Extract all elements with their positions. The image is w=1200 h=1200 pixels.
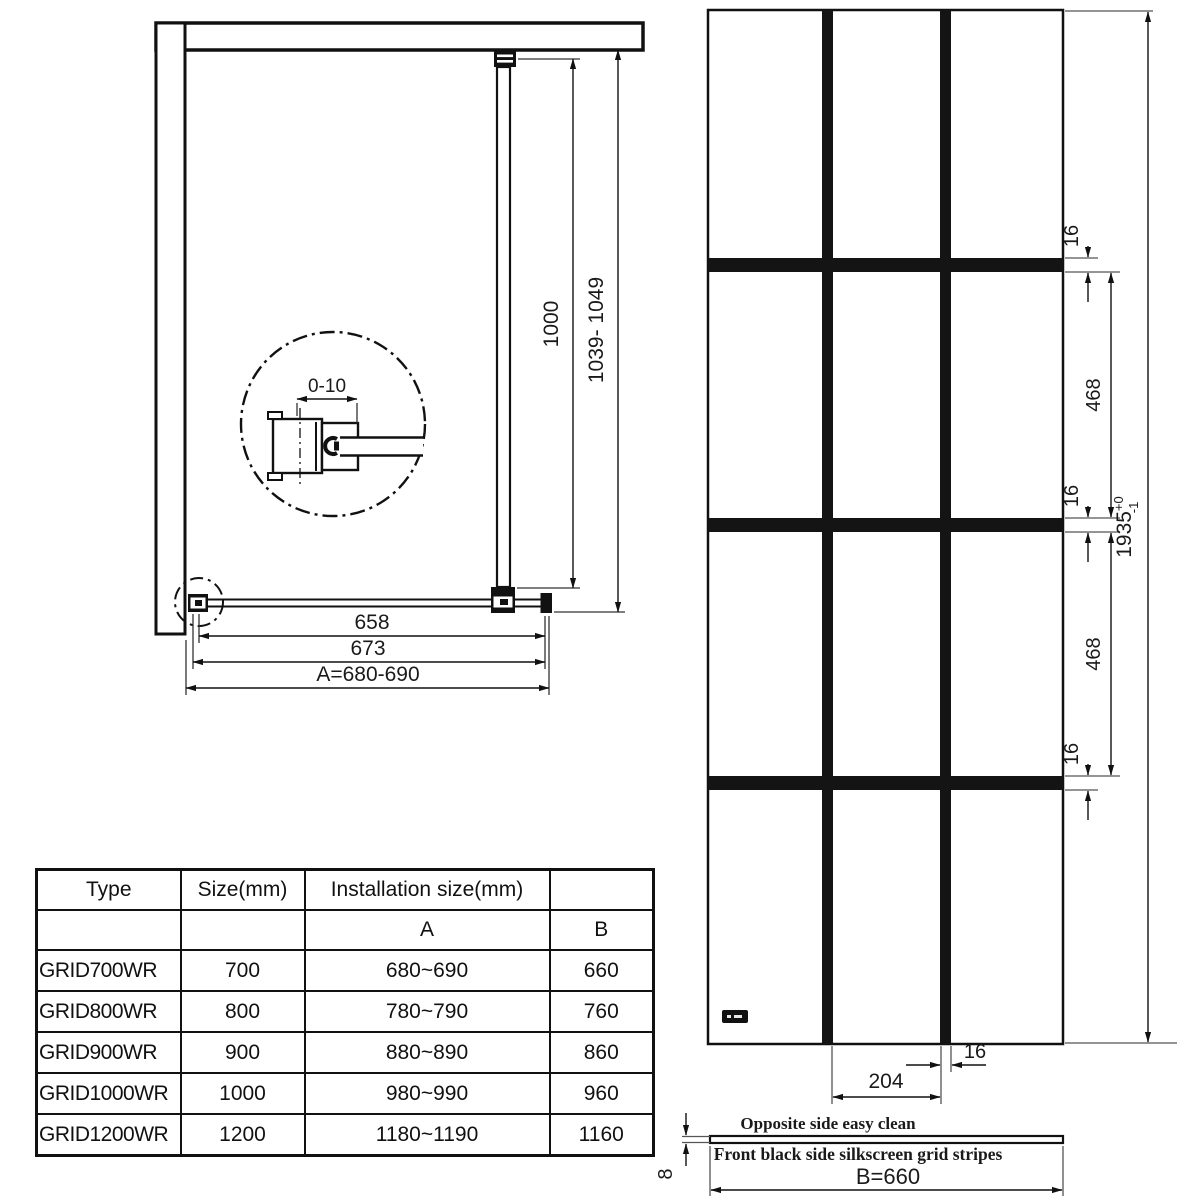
table-row — [37, 1073, 654, 1114]
table-row — [37, 991, 654, 1032]
dim-label-468-2: 468 — [1083, 637, 1105, 671]
dim-stripe3-16 — [1061, 743, 1088, 820]
dim-label-16-bottom: 16 — [963, 1041, 987, 1063]
cell-b: 960 — [550, 1073, 654, 1114]
dim-gap1-468 — [1083, 273, 1111, 517]
dim-label-658: 658 — [354, 611, 390, 634]
dim-label-install-a: A=680-690 — [316, 663, 420, 686]
cell-a: 980~990 — [305, 1073, 550, 1114]
dim-673 — [193, 637, 545, 662]
dim-1000 — [540, 59, 573, 588]
horizontal-stripe-2 — [708, 518, 1063, 532]
dim-install-a — [186, 663, 549, 688]
wall-profile-detail — [268, 408, 423, 484]
table-subheader-row — [37, 910, 654, 950]
cell-type: GRID1200WR — [37, 1114, 181, 1156]
header-col-b: B — [550, 910, 654, 950]
cell-b: 660 — [550, 950, 654, 991]
horizontal-stripe-3 — [708, 776, 1063, 790]
dim-204 — [833, 1070, 940, 1097]
cell-size: 700 — [181, 950, 305, 991]
glass-edge-bar — [710, 1136, 1063, 1143]
dim-label-adjust: 0-10 — [307, 376, 347, 397]
table-header-row — [37, 870, 654, 911]
dim-adjust-0-10 — [297, 376, 357, 423]
cell-type: GRID900WR — [37, 1032, 181, 1073]
header-blank — [550, 870, 654, 911]
cell-type: GRID800WR — [37, 991, 181, 1032]
dim-label-673: 673 — [350, 637, 386, 660]
spec-table — [35, 868, 655, 1157]
header-installation: Installation size(mm) — [305, 870, 550, 911]
dim-label-1000: 1000 — [540, 300, 563, 348]
dim-label-16-1: 16 — [1061, 224, 1083, 248]
header-type: Type — [37, 870, 181, 911]
glass-clamp-bracket — [491, 587, 515, 613]
cell-a: 880~890 — [305, 1032, 550, 1073]
cell-b: 760 — [550, 991, 654, 1032]
cell-size: 900 — [181, 1032, 305, 1073]
plan-view — [156, 23, 643, 695]
ceiling-bracket — [494, 50, 516, 67]
cell-a: 1180~1190 — [305, 1114, 550, 1156]
wall-plan — [156, 23, 643, 634]
grid-glass-panel — [708, 10, 1063, 1044]
cell-size: 1000 — [181, 1073, 305, 1114]
dim-label-204: 204 — [868, 1070, 904, 1093]
dim-label-1935: $1935^{+0}-1$ — [1111, 496, 1141, 558]
glass-section-detail — [340, 438, 423, 456]
brand-badge — [722, 1010, 748, 1023]
cell-b: 1160 — [550, 1114, 654, 1156]
cell-size: 800 — [181, 991, 305, 1032]
dim-stripe2-16 — [1061, 485, 1088, 562]
cell-a: 780~790 — [305, 991, 550, 1032]
header-col-a: A — [305, 910, 550, 950]
dim-1039-1049 — [585, 50, 618, 612]
dim-label-16-3: 16 — [1061, 742, 1083, 766]
wall-profile-bracket — [188, 594, 208, 612]
plan-bottom-dims — [186, 611, 549, 695]
front-view — [708, 10, 1177, 1104]
cell-a: 680~690 — [305, 950, 550, 991]
table-row — [37, 950, 654, 991]
cell-type: GRID1000WR — [37, 1073, 181, 1114]
cell-type: GRID700WR — [37, 950, 181, 991]
detail-circle-large — [241, 332, 425, 516]
dim-label-468-1: 468 — [1083, 378, 1105, 412]
front-bottom-dims — [832, 1041, 986, 1104]
note-opposite-side: Opposite side easy clean — [740, 1114, 916, 1133]
plan-right-dims — [517, 50, 625, 612]
glass-edge-view — [655, 1113, 1063, 1196]
note-front-side: Front black side silkscreen grid stripes — [713, 1144, 1003, 1164]
table-row — [37, 1032, 654, 1073]
dim-label-b660: B=660 — [855, 1164, 921, 1189]
table-row — [37, 1114, 654, 1156]
dim-gap2-468 — [1083, 533, 1111, 775]
dim-label-1039-1049: 1039- 1049 — [585, 276, 608, 384]
support-bar-plan — [491, 50, 516, 613]
glass-end-cap — [541, 593, 553, 613]
horizontal-stripe-1 — [708, 258, 1063, 272]
dim-thickness-8 — [655, 1113, 710, 1180]
dim-658 — [199, 611, 545, 636]
cell-b: 860 — [550, 1032, 654, 1073]
dim-label-8: 8 — [655, 1168, 677, 1180]
header-size: Size(mm) — [181, 870, 305, 911]
cell-size: 1200 — [181, 1114, 305, 1156]
dim-stripe1-16 — [1061, 225, 1088, 302]
dim-label-16-2: 16 — [1061, 484, 1083, 508]
dim-height-1935 — [1111, 12, 1148, 1042]
